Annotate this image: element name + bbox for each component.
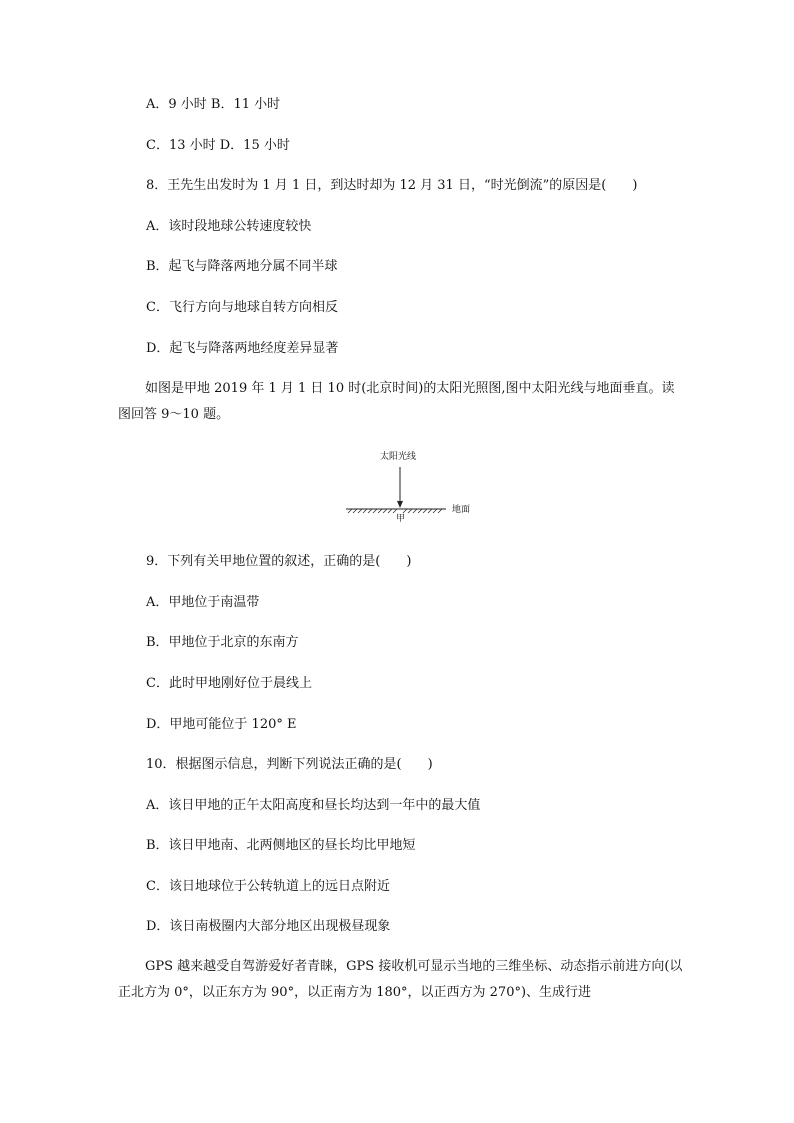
sunlight-label: 太阳光线 [380,452,417,462]
gps-text: GPS 越来越受自驾游爱好者青睐，GPS 接收机可显示当地的三维坐标、动态指示前进方向(以正北方为 0°，以正东方为 90°，以正南方为 180°，以正西方为 270°)、生成行进 [118,959,683,1000]
q8-option-a: A．该时段地球公转速度较快 [146,219,312,234]
q10-option-b: B．该日甲地南、北两侧地区的昼长均比甲地短 [146,838,416,853]
q10-option-d: D．该日南极圈内大部分地区出现极昼现象 [146,919,391,934]
q9-option-c: C．此时甲地刚好位于晨线上 [146,676,312,691]
q9-stem: 9．下列有关甲地位置的叙述，正确的是( ) [146,554,412,569]
ground-label: 地面 [452,505,471,515]
q9-option-b: B．甲地位于北京的东南方 [146,635,299,650]
intro-paragraph-9-10 [118,376,683,428]
q7-option-cd: C．13 小时 D．15 小时 [146,138,290,153]
q8-option-c: C．飞行方向与地球自转方向相反 [146,300,338,315]
q10-option-a: A．该日甲地的正午太阳高度和昼长均达到一年中的最大值 [146,798,481,813]
q8-option-d: D．起飞与降落两地经度差异显著 [146,341,339,356]
q9-option-a: A．甲地位于南温带 [146,595,260,610]
q9-option-d: D．甲地可能位于 120° E [146,717,297,732]
gps-paragraph [118,954,683,1006]
intro-text: 如图是甲地 2019 年 1 月 1 日 10 时(北京时间)的太阳光照图,图中太阳光线与地面垂直。读图回答 9～10 题。 [118,381,675,422]
q7-option-ab: A．9 小时 B．11 小时 [146,97,281,112]
q10-stem: 10．根据图示信息，判断下列说法正确的是( ) [146,757,433,772]
q10-option-c: C．该日地球位于公转轨道上的远日点附近 [146,879,390,894]
q8-stem: 8．王先生出发时为 1 月 1 日，到达时却为 12 月 31 日，“时光倒流”的原因是( ) [146,178,638,193]
q8-option-b: B．起飞与降落两地分属不同半球 [146,259,338,274]
point-jia-label: 甲 [396,514,406,524]
ground-hatch [348,509,442,513]
sunlight-diagram [330,450,490,530]
sunlight-arrowhead-icon [397,501,403,508]
sunlight-figure [330,450,490,530]
